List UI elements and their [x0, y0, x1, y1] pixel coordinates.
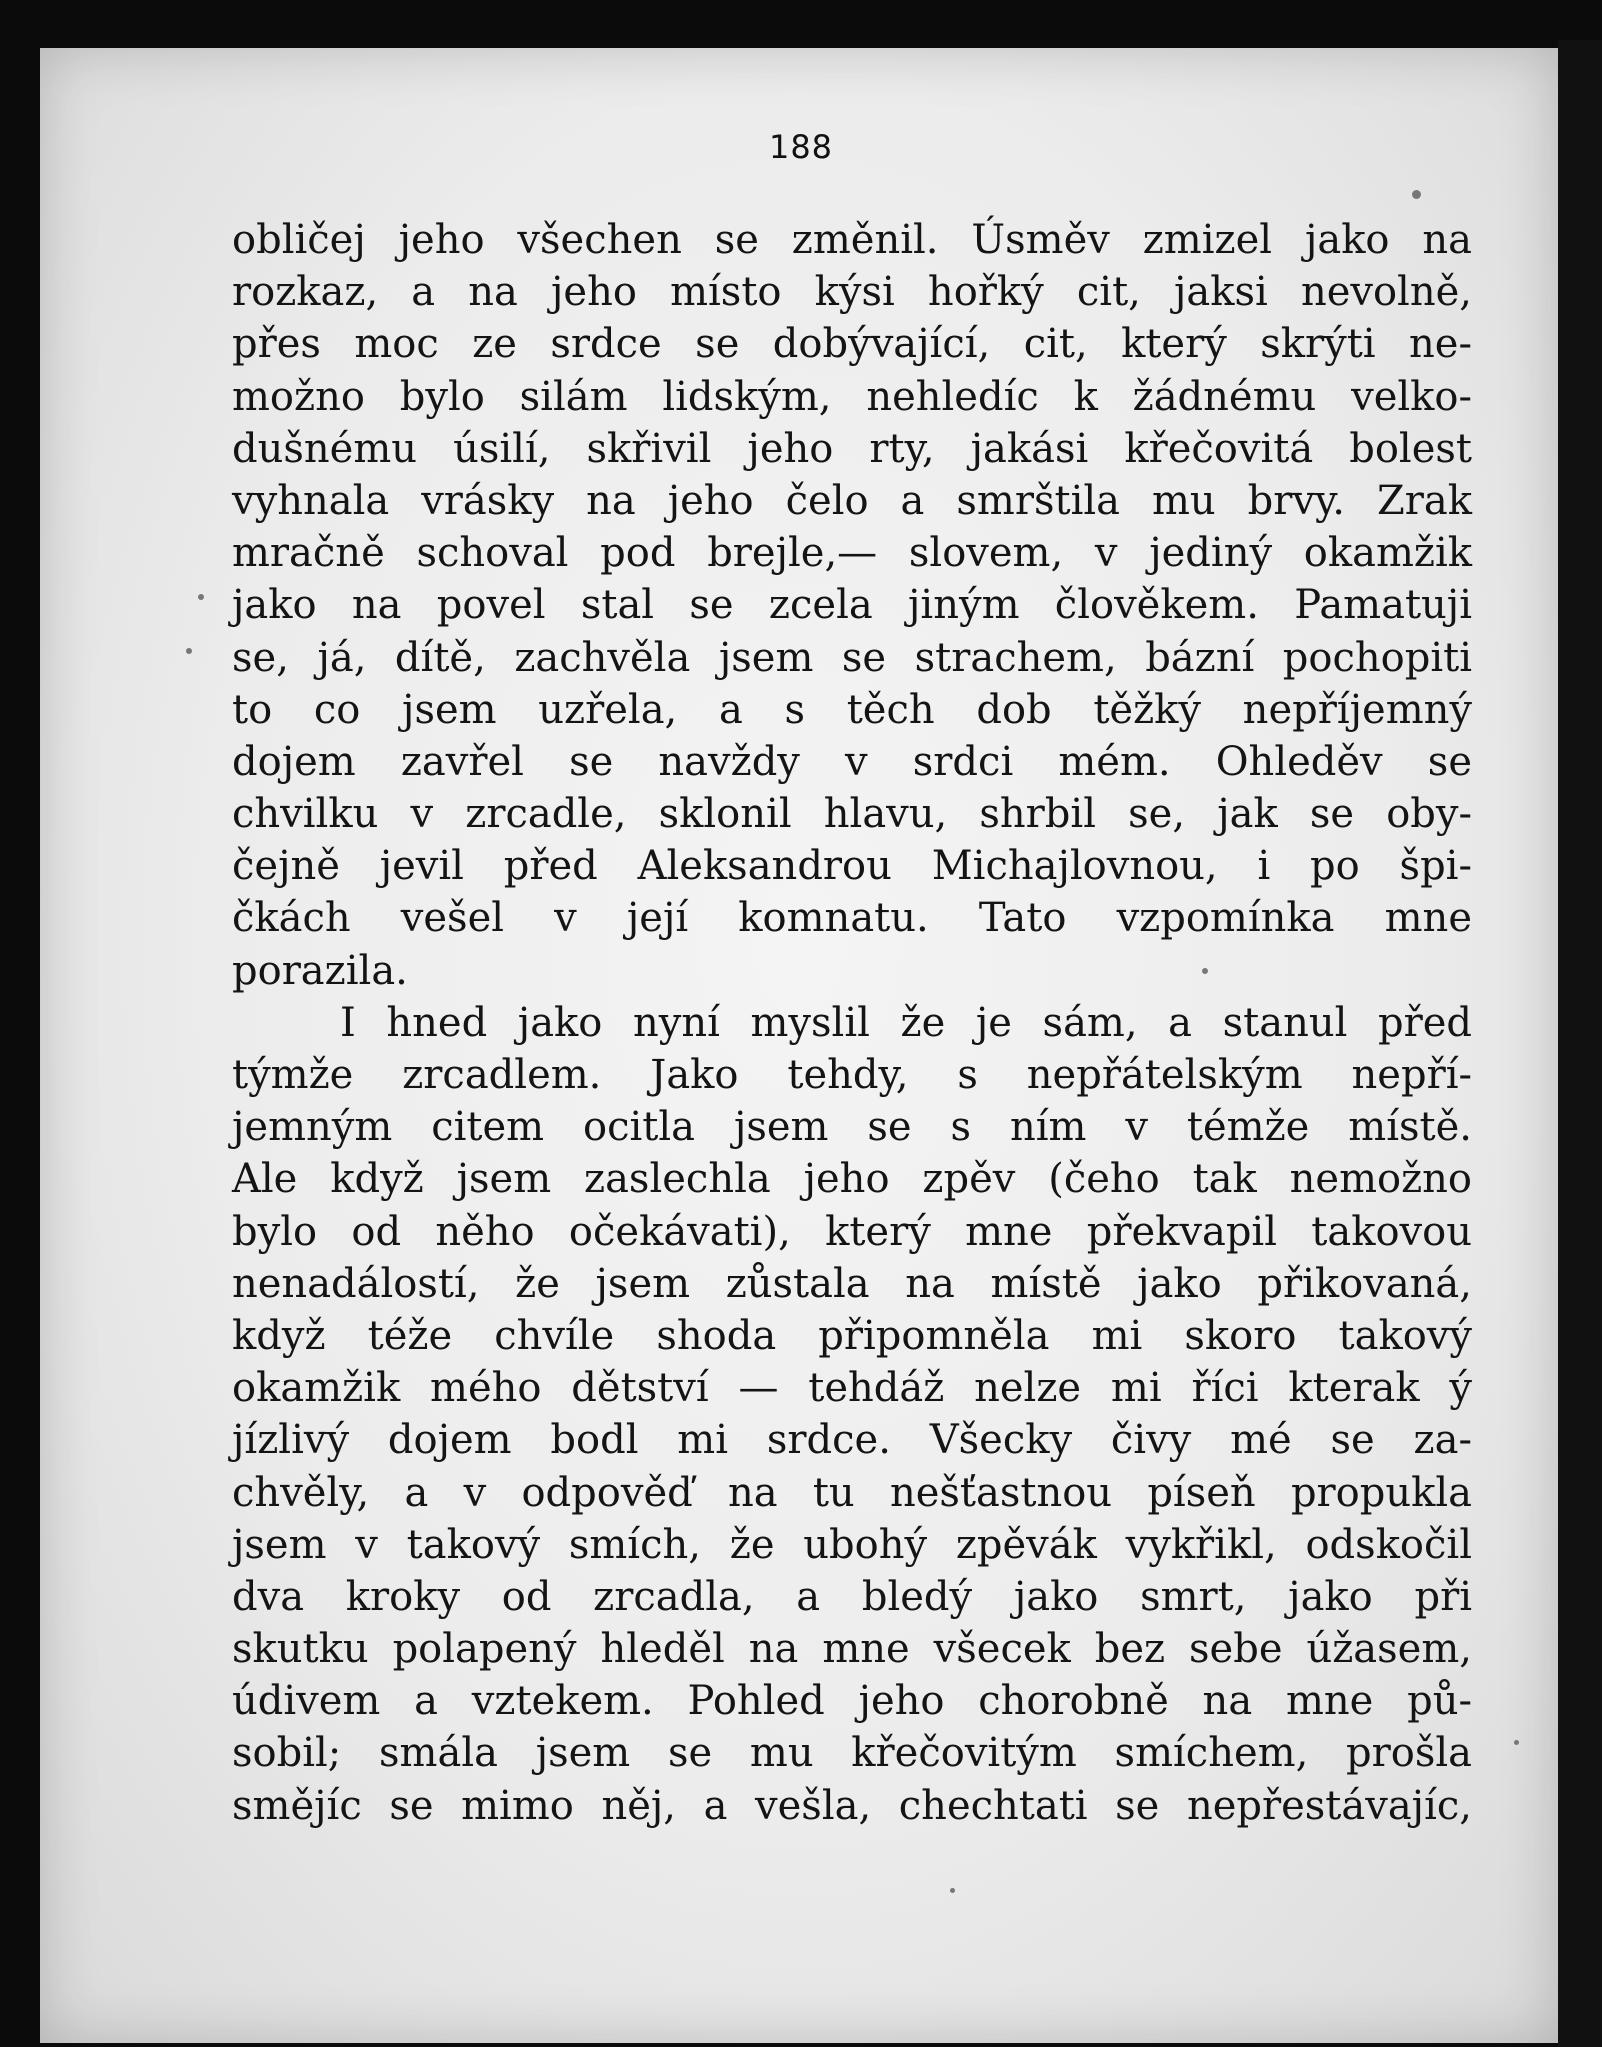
text-line: mračně schoval pod brejle,— slovem, v jediný okamžik [232, 530, 1472, 577]
text-line: sobil; smála jsem se mu křečovitým smíchem, prošla [232, 1730, 1472, 1777]
page-edge-shadow [1558, 40, 1602, 2047]
text-line: jsem v takový smích, že ubohý zpěvák vykřikl, odskočil [232, 1521, 1472, 1568]
text-line-paragraph-start: I hned jako nyní myslil že je sám, a stanul před [340, 999, 1472, 1046]
scan-speck [950, 1888, 955, 1893]
scan-speck [1412, 190, 1421, 199]
text-line: nenadálostí, že jsem zůstala na místě jako přikovaná, [232, 1260, 1472, 1307]
text-line: týmže zrcadlem. Jako tehdy, s nepřátelským nepří- [232, 1052, 1472, 1098]
text-line: možno bylo silám lidským, nehledíc k žádnému velko- [232, 373, 1472, 420]
text-line: dojem zavřel se navždy v srdci mém. Ohleděv se [232, 738, 1472, 785]
text-line: vyhnala vrásky na jeho čelo a smrštila mu brvy. Zrak [232, 477, 1472, 524]
text-line: obličej jeho všechen se změnil. Úsměv zmizel jako na [232, 217, 1472, 263]
text-line: když téže chvíle shoda připomněla mi skoro takový [232, 1312, 1472, 1359]
text-line: údivem a vztekem. Pohled jeho chorobně na mne pů- [232, 1678, 1472, 1725]
text-line: čkách vešel v její komnatu. Tato vzpomínka mne [232, 895, 1472, 942]
body-text [232, 214, 1472, 1832]
text-line: se, já, dítě, zachvěla jsem se strachem, bázní pochopiti [232, 634, 1472, 681]
scan-speck [1514, 1740, 1519, 1745]
text-line: porazila. [232, 947, 408, 994]
scan-speck [1202, 968, 1208, 974]
text-line: to co jsem uzřela, a s těch dob těžký nepříjemný [232, 686, 1472, 733]
text-line: chvilku v zrcadle, sklonil hlavu, shrbil se, jak se oby- [232, 791, 1472, 838]
text-line: čejně jevil před Aleksandrou Michajlovnou, i po špi- [232, 843, 1472, 890]
text-line: smějíc se mimo něj, a vešla, chechtati se nepřestávajíc, [232, 1782, 1472, 1829]
text-line: okamžik mého dětství — tehdáž nelze mi říci kterak ý [232, 1365, 1472, 1412]
scan-speck [186, 648, 192, 654]
scan-speck [198, 594, 204, 600]
text-line: dva kroky od zrcadla, a bledý jako smrt, jako při [232, 1573, 1472, 1620]
text-line: jízlivý dojem bodl mi srdce. Všecky čivy mé se za- [232, 1417, 1472, 1464]
text-line: rozkaz, a na jeho místo kýsi hořký cit, jaksi nevolně, [232, 269, 1472, 316]
text-line: bylo od něho očekávati), který mne překvapil takovou [232, 1208, 1472, 1255]
text-line: Ale když jsem zaslechla jeho zpěv (čeho tak nemožno [232, 1156, 1472, 1203]
text-line: jemným citem ocitla jsem se s ním v témže místě. [232, 1104, 1472, 1151]
text-line: skutku polapený hleděl na mne všecek bez sebe úžasem, [232, 1626, 1472, 1673]
page-number: 188 [768, 128, 834, 166]
text-line: přes moc ze srdce se dobývající, cit, který skrýti ne- [232, 321, 1472, 368]
text-line: chvěly, a v odpověď na tu nešťastnou píseň propukla [232, 1469, 1472, 1516]
text-line: dušnému úsilí, skřivil jeho rty, jakási křečovitá bolest [232, 425, 1472, 472]
text-line: jako na povel stal se zcela jiným člověkem. Pamatuji [232, 582, 1472, 629]
